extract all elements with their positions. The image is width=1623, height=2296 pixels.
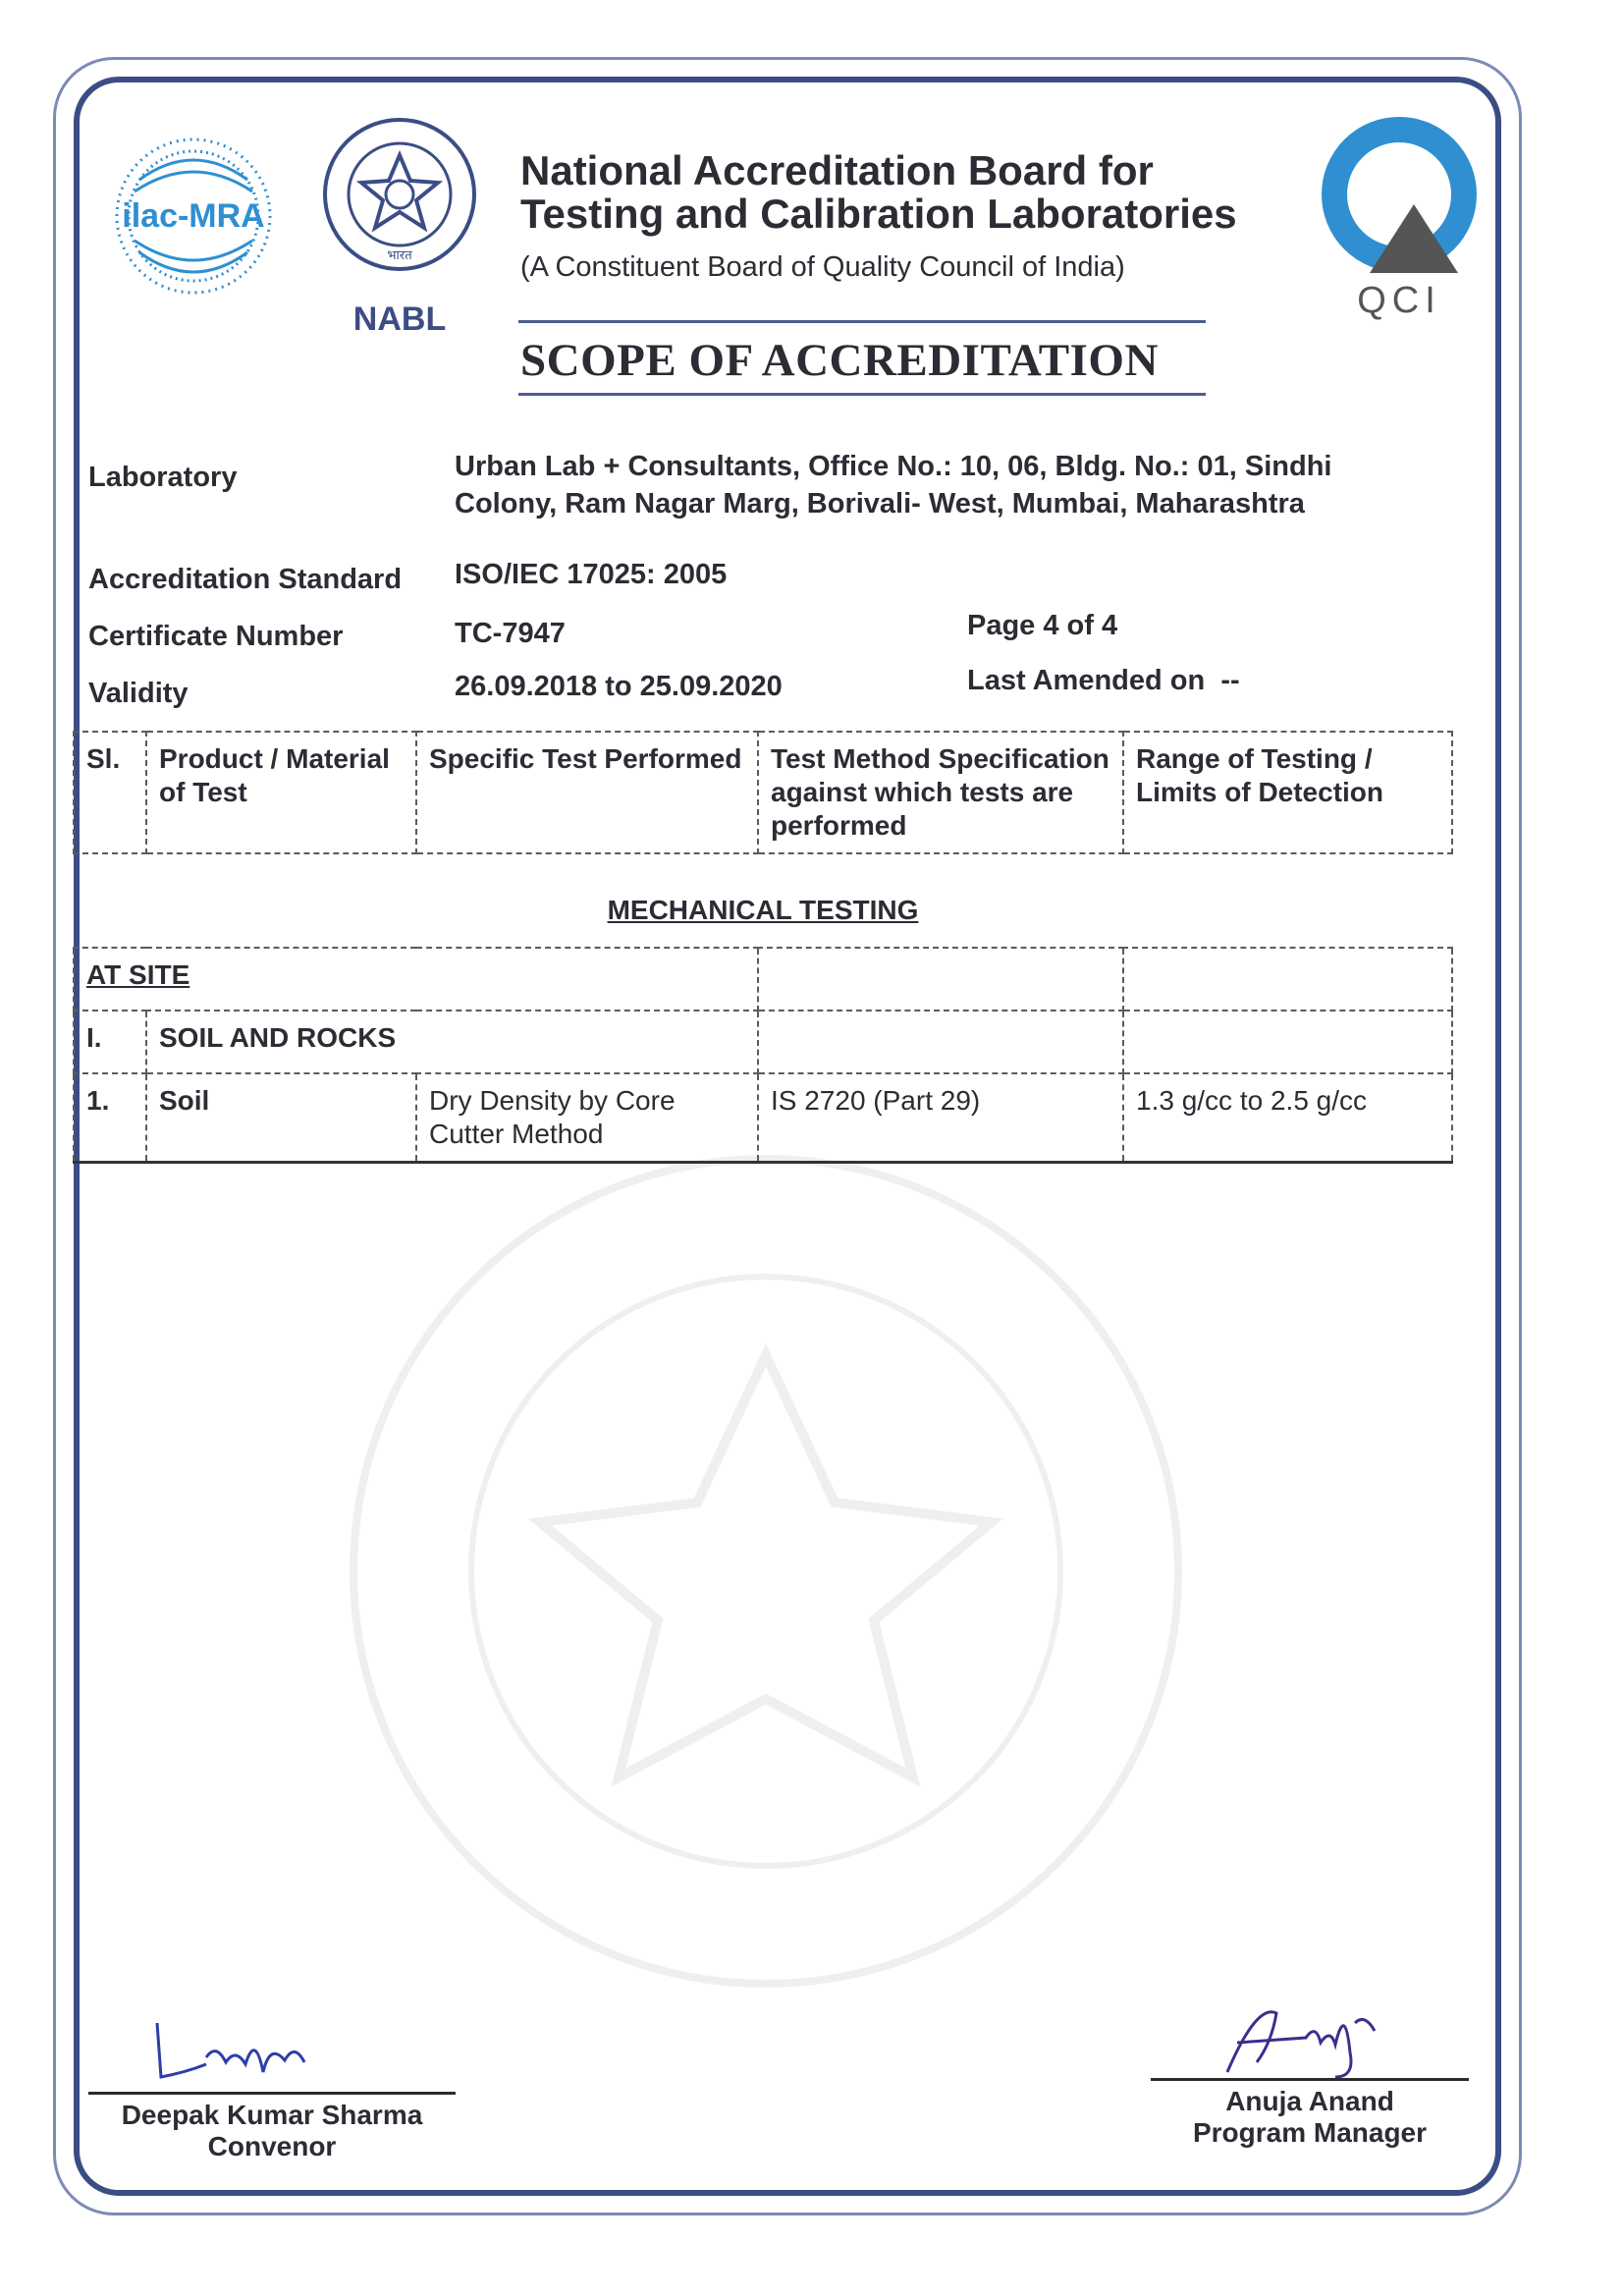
board-title-line2: Testing and Calibration Laboratories xyxy=(520,191,1237,237)
qci-logo xyxy=(1316,116,1483,322)
header-sl: Sl. xyxy=(74,732,146,853)
right-signatory xyxy=(1151,2086,1469,2149)
page-number: Page 4 of 4 xyxy=(967,610,1118,641)
header-range: Range of Testing / Limits of Detection xyxy=(1123,732,1452,853)
left-signature xyxy=(147,2003,324,2092)
section-mechanical-testing: MECHANICAL TESTING xyxy=(74,853,1452,948)
scope-rule-top xyxy=(518,320,1206,323)
standard-label: Accreditation Standard xyxy=(88,564,403,595)
group-empty-method xyxy=(758,1011,1123,1073)
laboratory-line1: Urban Lab + Consultants, Office No.: 10, 06, Bldg. No.: 01, Sindhi xyxy=(455,451,1332,482)
row-range: 1.3 g/cc to 2.5 g/cc xyxy=(1123,1073,1452,1163)
ilac-mra-logo xyxy=(110,133,277,300)
last-amended: Last Amended on -- xyxy=(967,665,1240,696)
svg-text:QCI: QCI xyxy=(1357,280,1441,321)
left-signatory-title: Convenor xyxy=(207,2131,337,2161)
watermark-seal xyxy=(324,1129,1208,2013)
subsection-at-site: AT SITE xyxy=(74,948,758,1011)
subsection-row xyxy=(74,948,1452,1011)
laboratory-value xyxy=(455,448,1436,522)
standard-value: ISO/IEC 17025: 2005 xyxy=(455,559,728,590)
laboratory-label: Laboratory xyxy=(88,462,238,493)
validity-value: 26.09.2018 to 25.09.2020 xyxy=(455,671,783,702)
nabl-logo xyxy=(316,116,483,342)
right-signature-line xyxy=(1151,2078,1469,2081)
scope-title: SCOPE OF ACCREDITATION xyxy=(520,335,1159,386)
row-test: Dry Density by Core Cutter Method xyxy=(416,1073,758,1163)
row-product: Soil xyxy=(146,1073,416,1163)
header-test: Specific Test Performed xyxy=(416,732,758,853)
validity-label: Validity xyxy=(88,678,189,709)
group-name: SOIL AND ROCKS xyxy=(146,1011,758,1073)
row-method: IS 2720 (Part 29) xyxy=(758,1073,1123,1163)
header-product: Product / Material of Test xyxy=(146,732,416,853)
scope-table xyxy=(73,731,1453,1164)
group-number: I. xyxy=(74,1011,146,1073)
left-signatory xyxy=(88,2100,456,2162)
right-signatory-name: Anuja Anand xyxy=(1225,2086,1394,2116)
svg-text:NABL: NABL xyxy=(352,301,447,338)
table-header-row xyxy=(74,732,1452,853)
subsection-empty-method xyxy=(758,948,1123,1011)
svg-text:भारत: भारत xyxy=(387,248,412,263)
laboratory-line2: Colony, Ram Nagar Marg, Borivali- West, Mumbai, Maharashtra xyxy=(455,488,1305,519)
group-empty-range xyxy=(1123,1011,1452,1073)
left-signatory-name: Deepak Kumar Sharma xyxy=(121,2100,423,2130)
subsection-empty-range xyxy=(1123,948,1452,1011)
right-signatory-title: Program Manager xyxy=(1192,2117,1428,2148)
section-row xyxy=(74,853,1452,948)
board-title xyxy=(520,149,1306,236)
board-title-line1: National Accreditation Board for xyxy=(520,147,1154,193)
table-row xyxy=(74,1073,1452,1163)
scope-rule-bottom xyxy=(518,393,1206,396)
left-signature-line xyxy=(88,2092,456,2095)
group-row xyxy=(74,1011,1452,1073)
certificate-label: Certificate Number xyxy=(88,621,344,652)
row-sl: 1. xyxy=(74,1073,146,1163)
right-signature xyxy=(1217,1984,1384,2092)
header-method: Test Method Specification against which tests are performed xyxy=(758,732,1123,853)
svg-text:ilac-MRA: ilac-MRA xyxy=(122,197,265,235)
certificate-value: TC-7947 xyxy=(455,618,566,649)
board-subtitle: (A Constituent Board of Quality Council of India) xyxy=(520,251,1125,283)
